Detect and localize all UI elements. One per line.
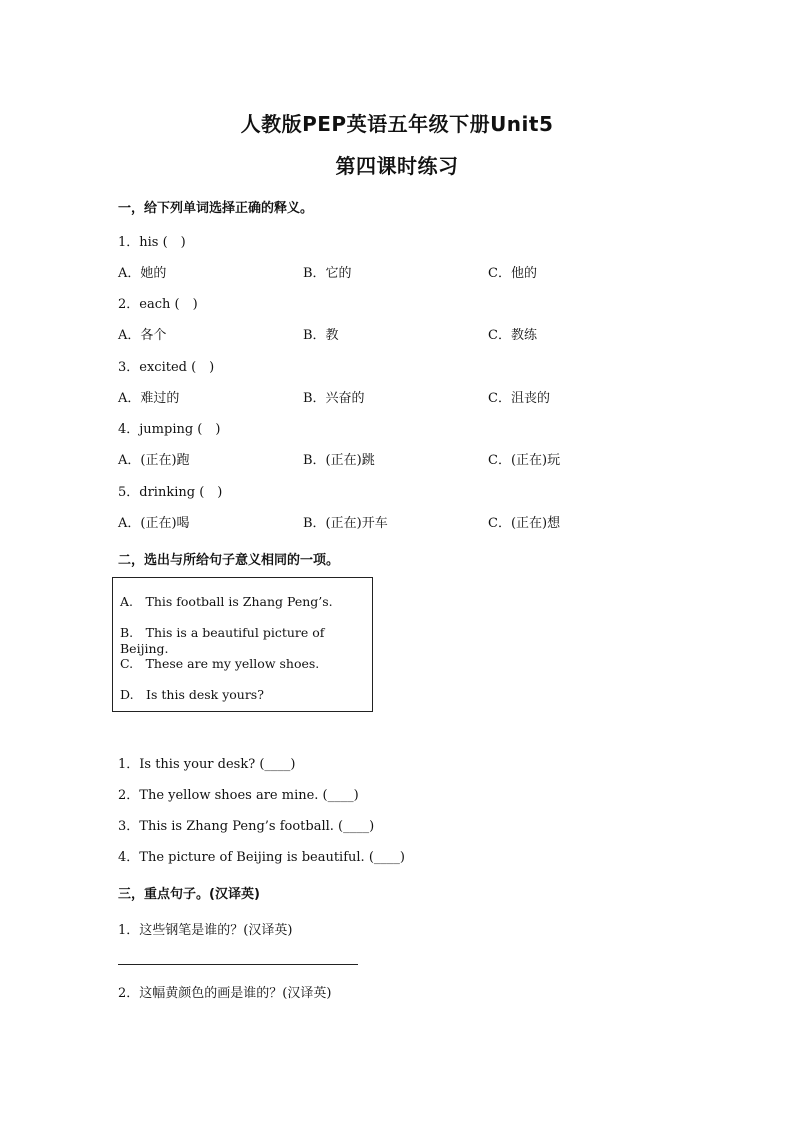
s1-q4-option-c: C．(正在)玩 bbox=[488, 453, 561, 468]
s1-q2-option-c: C．教练 bbox=[488, 328, 537, 343]
s1-question-4: 4．jumping ( ) bbox=[118, 422, 221, 437]
section-1-heading: 一，给下列单词选择正确的释义。 bbox=[118, 201, 314, 216]
s3-question-1: 1．这些钢笔是谁的？(汉译英) bbox=[118, 923, 293, 938]
s2-question-3: 3．This is Zhang Peng’s football. (____) bbox=[118, 819, 375, 834]
s1-q5-option-b: B．(正在)开车 bbox=[303, 516, 388, 531]
s2-question-2: 2．The yellow shoes are mine. (____) bbox=[118, 788, 359, 803]
s1-q1-option-c: C．他的 bbox=[488, 266, 537, 281]
s1-q3-option-b: B．兴奋的 bbox=[303, 391, 365, 406]
s3-question-2: 2．这幅黄颜色的画是谁的？(汉译英) bbox=[118, 986, 332, 1001]
page-title: 人教版PEP英语五年级下册Unit5 bbox=[240, 112, 554, 136]
s1-q1-option-a: A．她的 bbox=[118, 266, 167, 281]
s1-question-5: 5．drinking ( ) bbox=[118, 485, 223, 500]
options-box bbox=[112, 577, 373, 712]
s1-question-1: 1．his ( ) bbox=[118, 235, 186, 250]
s1-q4-option-a: A．(正在)跑 bbox=[118, 453, 190, 468]
s1-q2-option-b: B．教 bbox=[303, 328, 339, 343]
s1-q5-option-c: C．(正在)想 bbox=[488, 516, 561, 531]
section-2-heading: 二，选出与所给句子意义相同的一项。 bbox=[118, 553, 340, 568]
page-subtitle: 第四课时练习 bbox=[335, 154, 459, 178]
box-option-c: C. These are my yellow shoes. bbox=[120, 656, 320, 671]
s2-question-1: 1．Is this your desk? (____) bbox=[118, 757, 296, 772]
s1-q3-option-c: C．沮丧的 bbox=[488, 391, 550, 406]
box-option-b: B. This is a beautiful picture of Beijing. bbox=[120, 625, 325, 656]
s1-q5-option-a: A．(正在)喝 bbox=[118, 516, 190, 531]
s1-question-2: 2．each ( ) bbox=[118, 297, 198, 312]
answer-line bbox=[118, 964, 358, 965]
s1-q3-option-a: A．难过的 bbox=[118, 391, 180, 406]
box-option-d: D. Is this desk yours? bbox=[120, 687, 264, 702]
s2-question-4: 4．The picture of Beijing is beautiful. (____) bbox=[118, 850, 405, 865]
s1-q4-option-b: B．(正在)跳 bbox=[303, 453, 375, 468]
section-3-heading: 三，重点句子。(汉译英) bbox=[118, 887, 260, 902]
s1-q1-option-b: B．它的 bbox=[303, 266, 352, 281]
s1-q2-option-a: A．各个 bbox=[118, 328, 167, 343]
s1-question-3: 3．excited ( ) bbox=[118, 360, 215, 375]
box-option-a: A. This football is Zhang Peng’s. bbox=[120, 594, 333, 609]
